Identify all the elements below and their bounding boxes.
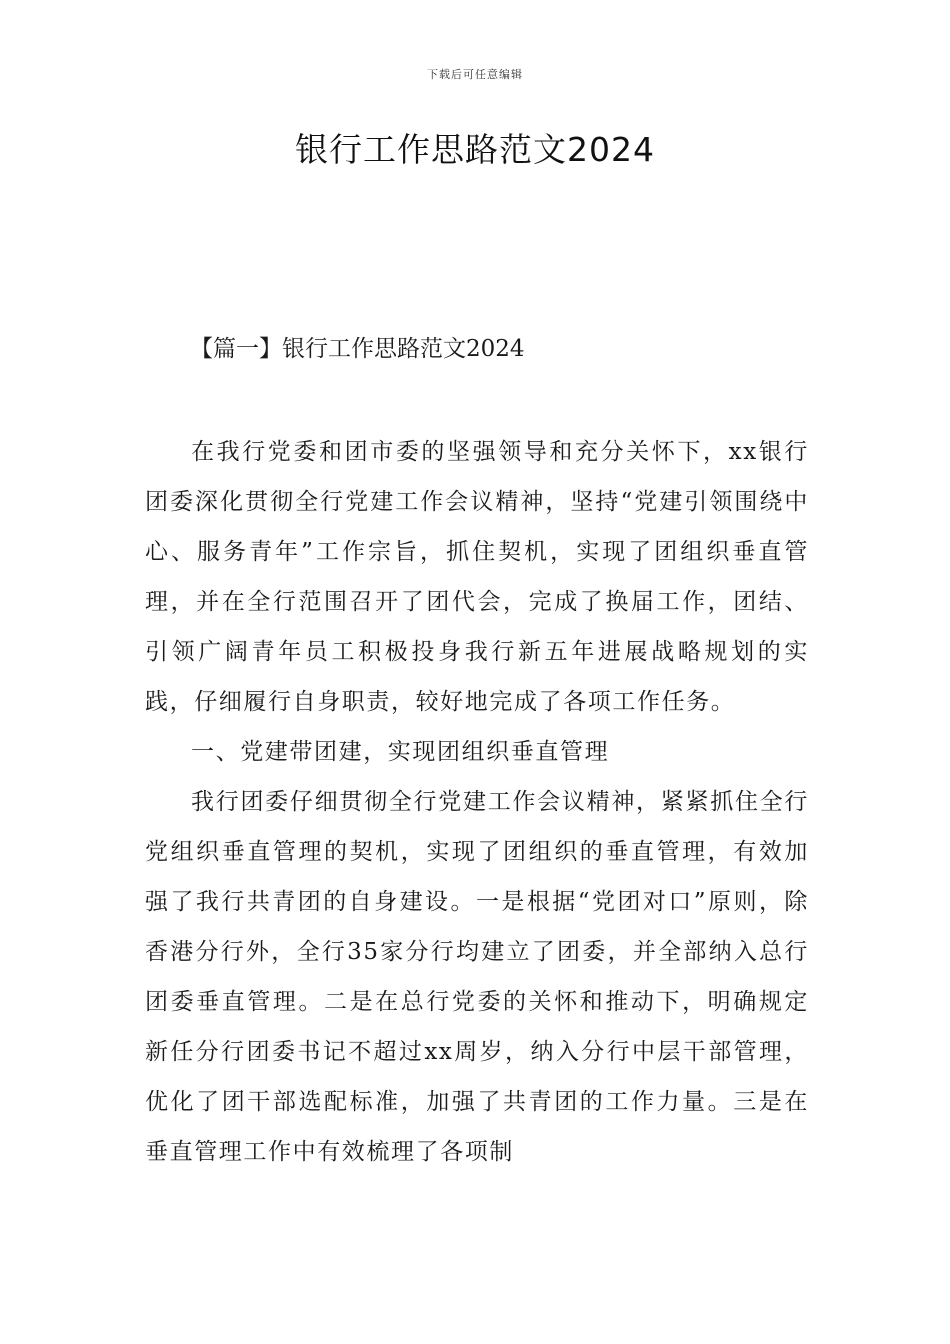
paragraph-intro: 在我行党委和团市委的坚强领导和充分关怀下，xx银行团委深化贯彻全行党建工作会议精神，坚持“党建引领围绕中心、服务青年”工作宗旨，抓住契机，实现了团组织垂直管理，并在全行范围召开了团代会，完成了换届工作，团结、引领广阔青年员工积极投身我行新五年进展战略规划的实践，仔细履行自身职责，较好地完成了各项工作任务。 <box>145 439 809 715</box>
body-text <box>145 427 809 1177</box>
document-title: 银行工作思路范文2024 <box>295 130 655 169</box>
header-note: 下载后可任意编辑 <box>427 68 523 81</box>
paragraph-detail: 我行团委仔细贯彻全行党建工作会议精神，紧紧抓住全行党组织垂直管理的契机，实现了团组织的垂直管理，有效加强了我行共青团的自身建设。一是根据“党团对口”原则，除香港分行外，全行35家分行均建立了团委，并全部纳入总行团委垂直管理。二是在总行党委的关怀和推动下，明确规定新任分行团委书记不超过xx周岁，纳入分行中层干部管理，优化了团干部选配标准，加强了共青团的工作力量。三是在垂直管理工作中有效梳理了各项制 <box>145 789 809 1165</box>
section-title: 【篇一】银行工作思路范文2024 <box>190 336 525 362</box>
paragraph-heading-one: 一、党建带团建，实现团组织垂直管理 <box>191 739 610 765</box>
